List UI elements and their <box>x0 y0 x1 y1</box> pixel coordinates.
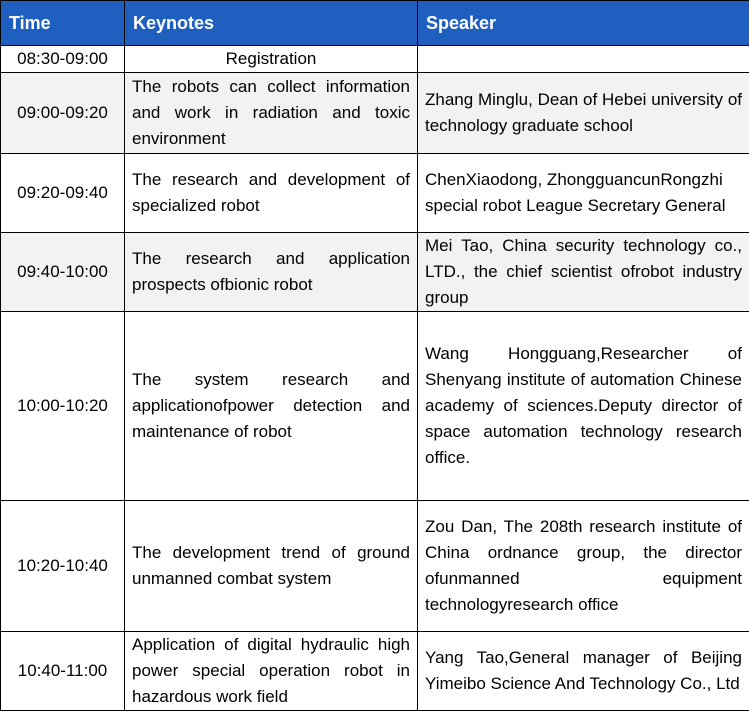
time-cell: 10:00-10:20 <box>1 312 125 501</box>
header-row <box>1 1 749 46</box>
time-cell: 10:40-11:00 <box>1 632 125 711</box>
speaker-cell: ChenXiaodong, ZhongguancunRongzhi special robot League Secretary General <box>418 154 749 233</box>
table-row <box>1 632 749 711</box>
table-row <box>1 233 749 312</box>
keynote-cell: Application of digital hydraulic high power special operation robot in hazardous work field <box>125 632 418 711</box>
speaker-cell: Yang Tao,General manager of Beijing Yimeibo Science And Technology Co., Ltd <box>418 632 749 711</box>
speaker-column-header: Speaker <box>418 1 749 46</box>
keynote-cell: The development trend of ground unmanned combat system <box>125 501 418 632</box>
table-row <box>1 46 749 73</box>
table-row <box>1 501 749 632</box>
keynote-cell: Registration <box>125 46 418 73</box>
keynote-cell: The research and application prospects ofbionic robot <box>125 233 418 312</box>
speaker-cell: Wang Hongguang,Researcher of Shenyang institute of automation Chinese academy of sciences.Deputy director of space automation technology research office. <box>418 312 749 501</box>
table-row <box>1 154 749 233</box>
time-column-header: Time <box>1 1 125 46</box>
speaker-cell: Mei Tao, China security technology co., LTD., the chief scientist ofrobot industry group <box>418 233 749 312</box>
keynote-cell: The robots can collect information and work in radiation and toxic environment <box>125 73 418 154</box>
time-cell: 09:20-09:40 <box>1 154 125 233</box>
time-cell: 08:30-09:00 <box>1 46 125 73</box>
keynote-cell: The research and development of specialized robot <box>125 154 418 233</box>
table-row <box>1 73 749 154</box>
speaker-cell: Zou Dan, The 208th research institute of China ordnance group, the director ofunmanned equipment technologyresearch office <box>418 501 749 632</box>
speaker-cell: Zhang Minglu, Dean of Hebei university of technology graduate school <box>418 73 749 154</box>
time-cell: 10:20-10:40 <box>1 501 125 632</box>
time-cell: 09:00-09:20 <box>1 73 125 154</box>
keynotes-column-header: Keynotes <box>125 1 418 46</box>
time-cell: 09:40-10:00 <box>1 233 125 312</box>
keynote-cell: The system research and applicationofpower detection and maintenance of robot <box>125 312 418 501</box>
speaker-cell <box>418 46 749 73</box>
table-row <box>1 312 749 501</box>
